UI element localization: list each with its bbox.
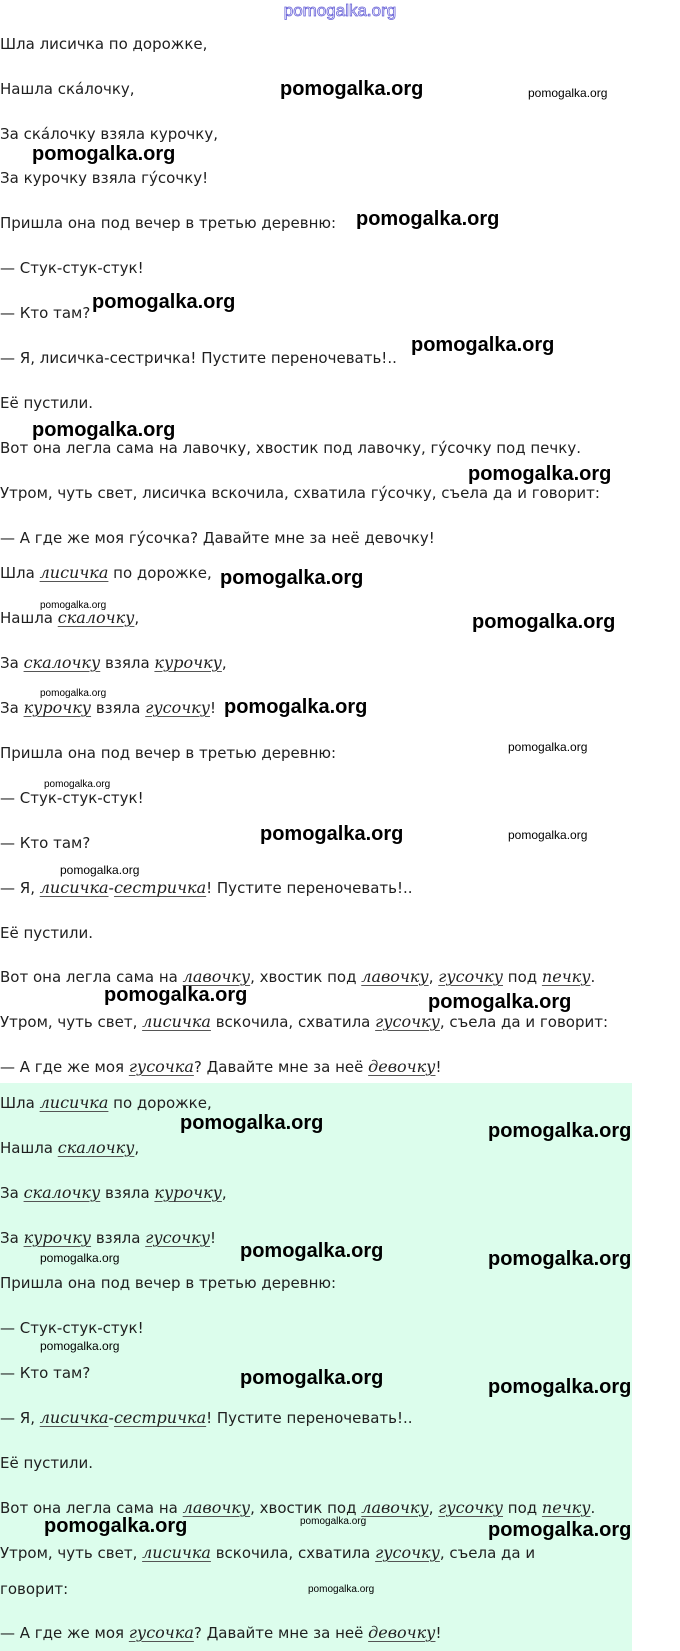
text-line: — Кто там? [0, 304, 91, 322]
text-line: За скалочку взяла курочку, [0, 653, 227, 672]
watermark: pomogalka.org [488, 1519, 632, 1541]
watermark: pomogalka.org [224, 696, 368, 718]
watermark: pomogalka.org [40, 600, 107, 611]
text-line: Утром, чуть свет, лисичка вскочила, схватила гусочку, съела да и говорит: [0, 1012, 609, 1031]
site-header [0, 0, 680, 22]
handwritten-word: девочку [368, 1623, 436, 1642]
watermark: pomogalka.org [40, 688, 107, 699]
text-line: Шла лисичка по дорожке, [0, 563, 212, 582]
handwritten-word: гусочку [145, 1228, 210, 1247]
handwritten-word: гусочку [438, 1498, 504, 1517]
text-line: Нашла скалочку, [0, 1138, 140, 1157]
text-line: Пришла она под вечер в третью деревню: [0, 744, 337, 762]
text-line: — Я, лисичка-сестричка! Пустите переночевать!.. [0, 1408, 413, 1427]
handwritten-word: лавочку [182, 1498, 251, 1517]
handwritten-word: гусочку [145, 698, 210, 717]
handwritten-word: лисичка [39, 1093, 109, 1112]
watermark: pomogalka.org [32, 143, 176, 165]
watermark: pomogalka.org [60, 863, 140, 877]
watermark: pomogalka.org [488, 1248, 632, 1270]
text-line: — А где же моя гу́сочка? Давайте мне за неё девочку! [0, 529, 435, 547]
handwritten-word: сестричка [113, 1408, 207, 1427]
text-line: Утром, чуть свет, лисичка вскочила, схватила гусочку, съела да и [0, 1543, 536, 1562]
handwritten-word: курочку [154, 653, 222, 672]
watermark: pomogalka.org [472, 611, 616, 633]
watermark: pomogalka.org [488, 1376, 632, 1398]
handwritten-word: гусочка [128, 1623, 194, 1642]
text-line: — Кто там? [0, 834, 91, 852]
text-line: За курочку взяла гу́сочку! [0, 169, 209, 187]
handwritten-word: скалочку [23, 653, 101, 672]
text-line: Нашла ска́лочку, [0, 80, 135, 98]
watermark: pomogalka.org [32, 419, 176, 441]
handwritten-word: лисичка [142, 1543, 211, 1562]
handwritten-word: курочку [154, 1183, 222, 1202]
handwritten-word: девочку [368, 1057, 436, 1076]
text-line: Её пустили. [0, 394, 93, 412]
text-line: — Стук-стук-стук! [0, 1319, 144, 1337]
text-line: Шла лисичка по дорожке, [0, 35, 208, 53]
watermark: pomogalka.org [508, 828, 588, 842]
handwritten-word: лавочку [361, 1498, 429, 1517]
watermark: pomogalka.org [220, 567, 364, 589]
text-line: — Я, лисичка-сестричка! Пустите переночевать!.. [0, 878, 413, 897]
handwritten-word: лисичка [39, 563, 109, 582]
handwritten-word: гусочка [128, 1057, 194, 1076]
text-line: За курочку взяла гусочку! [0, 1228, 216, 1247]
watermark: pomogalka.org [92, 291, 236, 313]
text-line: говорит: [0, 1580, 69, 1598]
watermark: pomogalka.org [240, 1367, 384, 1389]
text-line: — А где же моя гусочка? Давайте мне за неё девочку! [0, 1057, 442, 1076]
handwritten-word: лисичка [39, 1408, 109, 1427]
text-line: Утром, чуть свет, лисичка вскочила, схватила гу́сочку, съела да и говорит: [0, 484, 600, 502]
watermark: pomogalka.org [300, 1516, 367, 1527]
text-line: Пришла она под вечер в третью деревню: [0, 1274, 337, 1292]
text-line: — Стук-стук-стук! [0, 259, 144, 277]
watermark: pomogalka.org [180, 1112, 324, 1134]
watermark: pomogalka.org [44, 1515, 188, 1537]
text-line: — А где же моя гусочка? Давайте мне за неё девочку! [0, 1623, 442, 1642]
watermark: pomogalka.org [260, 823, 404, 845]
handwritten-word: лисичка [142, 1012, 211, 1031]
watermark: pomogalka.org [356, 208, 500, 230]
handwritten-word: гусочку [438, 967, 504, 986]
watermark: pomogalka.org [280, 78, 424, 100]
handwritten-word: гусочку [375, 1543, 440, 1562]
watermark: pomogalka.org [40, 1339, 120, 1353]
watermark: pomogalka.org [240, 1240, 384, 1262]
handwritten-word: скалочку [57, 608, 135, 627]
text-line: Нашла скалочку, [0, 608, 140, 627]
text-line: — Я, лисичка-сестричка! Пустите переночевать!.. [0, 349, 397, 367]
text-line: Вот она легла сама на лавочку, хвостик под лавочку, гусочку под печку. [0, 967, 596, 986]
handwritten-word: сестричка [113, 878, 207, 897]
watermark: pomogalka.org [508, 740, 588, 754]
watermark: pomogalka.org [488, 1120, 632, 1142]
handwritten-word: печку [541, 1498, 591, 1517]
site-header-text: pomogalka.org [283, 1, 397, 20]
handwritten-word: лавочку [182, 967, 251, 986]
handwritten-word: курочку [23, 1228, 92, 1247]
watermark: pomogalka.org [528, 86, 608, 100]
text-line: Её пустили. [0, 1454, 93, 1472]
text-line: За скалочку взяла курочку, [0, 1183, 227, 1202]
text-line: Шла лисичка по дорожке, [0, 1093, 212, 1112]
text-line: За ска́лочку взяла курочку, [0, 125, 218, 143]
text-line: — Стук-стук-стук! [0, 789, 144, 807]
watermark: pomogalka.org [468, 463, 612, 485]
handwritten-word: лисичка [39, 878, 109, 897]
handwritten-word: скалочку [57, 1138, 135, 1157]
text-line: — Кто там? [0, 1364, 91, 1382]
handwritten-word: печку [541, 967, 591, 986]
text-line: Её пустили. [0, 924, 93, 942]
text-line: Вот она легла сама на лавочку, хвостик под лавочку, гусочку под печку. [0, 1498, 596, 1517]
handwritten-word: курочку [23, 698, 92, 717]
watermark: pomogalka.org [104, 984, 248, 1006]
handwritten-word: лавочку [361, 967, 429, 986]
watermark: pomogalka.org [44, 779, 111, 790]
watermark: pomogalka.org [308, 1584, 375, 1595]
text-line: Пришла она под вечер в третью деревню: [0, 214, 337, 232]
text-line: Вот она легла сама на лавочку, хвостик под лавочку, гу́сочку под печку. [0, 439, 581, 457]
handwritten-word: гусочку [375, 1012, 440, 1031]
watermark: pomogalka.org [428, 991, 572, 1013]
handwritten-word: скалочку [23, 1183, 101, 1202]
text-line: За курочку взяла гусочку! [0, 698, 216, 717]
watermark: pomogalka.org [411, 334, 555, 356]
watermark: pomogalka.org [40, 1251, 120, 1265]
